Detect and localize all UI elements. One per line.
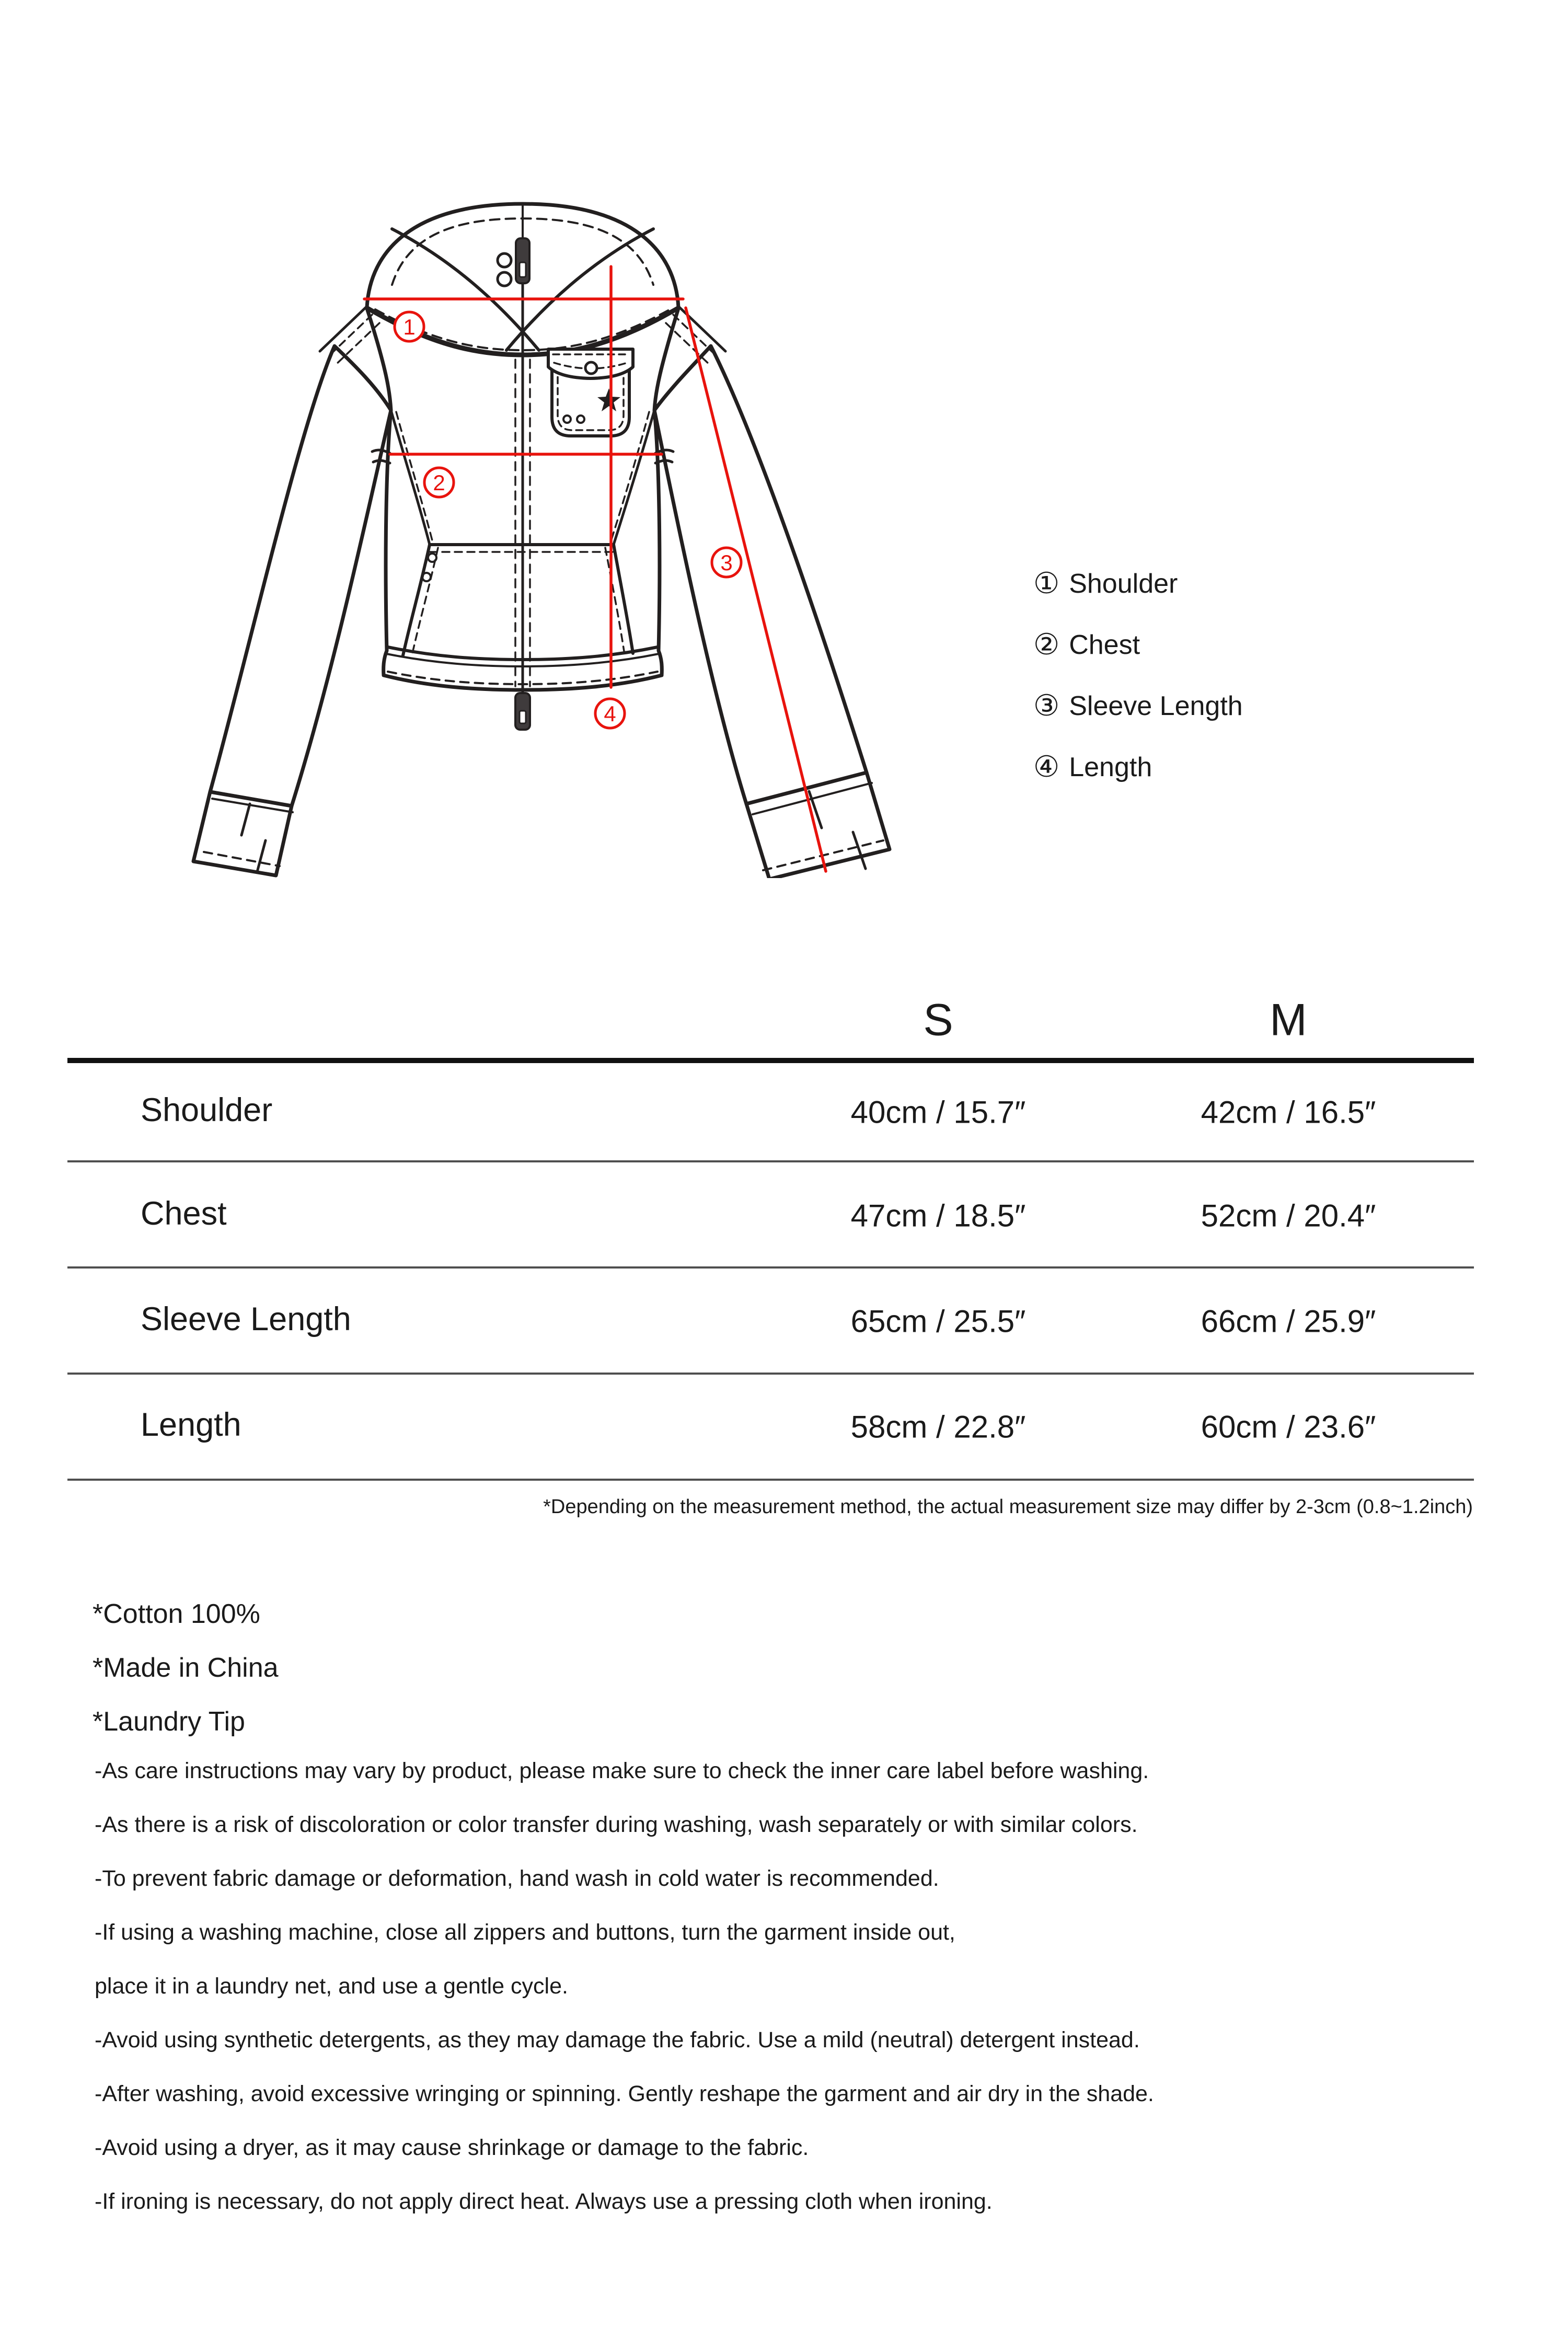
measurement-footnote: *Depending on the measurement method, the actual measurement size may differ by 2-3cm (0.8~1.2inch): [543, 1496, 1473, 1518]
right-sleeve: [654, 346, 867, 804]
legend-item-length: [1033, 736, 1431, 798]
legend-item-shoulder: [1033, 553, 1431, 614]
laundry-tip-line: -If ironing is necessary, do not apply direct heat. Always use a pressing cloth when ironing.: [95, 2189, 993, 2214]
table-row-rule: [67, 1373, 1474, 1375]
legend-label: Chest: [1069, 629, 1140, 660]
value-shoulder-s: 40cm / 15.7″: [850, 1094, 1026, 1130]
row-label-shoulder: Shoulder: [141, 1092, 273, 1128]
circled-3-icon: ③: [1033, 689, 1060, 723]
row-label-sleeve-length: Sleeve Length: [141, 1301, 351, 1338]
circled-1-icon: ①: [1033, 567, 1060, 601]
legend-item-chest: [1033, 614, 1431, 675]
laundry-tip-line: -Avoid using a dryer, as it may cause shrinkage or damage to the fabric.: [95, 2135, 809, 2160]
left-sleeve: [210, 346, 391, 806]
row-label-length: Length: [141, 1406, 241, 1443]
info-line-made-in: *Made in China: [93, 1652, 279, 1683]
garment-diagram: [183, 172, 941, 878]
value-sleeve-length-m: 66cm / 25.9″: [1201, 1304, 1376, 1339]
laundry-tip-line: -Avoid using synthetic detergents, as they may damage the fabric. Use a mild (neutral) detergent instead.: [95, 2027, 1140, 2053]
value-chest-m: 52cm / 20.4″: [1201, 1198, 1376, 1233]
laundry-tips: [95, 1744, 1154, 2229]
measurement-legend: [1033, 553, 1431, 798]
table-bottom-rule: [67, 1479, 1474, 1481]
circled-2-icon: ②: [1033, 628, 1060, 662]
legend-label: Shoulder: [1069, 568, 1178, 599]
laundry-tip-line: -If using a washing machine, close all zippers and buttons, turn the garment inside out,: [95, 1920, 955, 1945]
laundry-tip-line: place it in a laundry net, and use a gentle cycle.: [95, 1974, 568, 1999]
info-line-laundry-tip: *Laundry Tip: [93, 1706, 245, 1737]
table-row-rule: [67, 1266, 1474, 1269]
column-header-m: M: [1270, 995, 1307, 1045]
laundry-tip-line: -After washing, avoid excessive wringing or spinning. Gently reshape the garment and air dry in the shade.: [95, 2081, 1154, 2106]
flap-button: [585, 362, 597, 374]
info-line-cotton: *Cotton 100%: [93, 1598, 260, 1629]
marker-1-digit: 1: [403, 315, 416, 339]
laundry-tip-line: -As care instructions may vary by product, please make sure to check the inner care label before washing.: [95, 1758, 1149, 1783]
product-info: [93, 1587, 279, 1748]
laundry-tip-line: -As there is a risk of discoloration or color transfer during washing, wash separately or with similar colors.: [95, 1812, 1138, 1837]
size-table: [67, 993, 1474, 1568]
laundry-tip-line: -To prevent fabric damage or deformation, hand wash in cold water is recommended.: [95, 1866, 939, 1891]
legend-label: Sleeve Length: [1069, 690, 1243, 721]
value-length-s: 58cm / 22.8″: [850, 1409, 1026, 1445]
row-label-chest: Chest: [141, 1195, 227, 1232]
column-header-s: S: [923, 995, 953, 1045]
marker-2-digit: 2: [433, 470, 445, 495]
circled-4-icon: ④: [1033, 750, 1060, 784]
table-header-rule: [67, 1058, 1474, 1063]
value-chest-s: 47cm / 18.5″: [850, 1198, 1026, 1233]
legend-item-sleeve-length: [1033, 675, 1431, 736]
marker-3-digit: 3: [720, 550, 733, 575]
value-length-m: 60cm / 23.6″: [1201, 1409, 1376, 1445]
marker-4-digit: 4: [604, 701, 616, 726]
value-sleeve-length-s: 65cm / 25.5″: [850, 1304, 1026, 1339]
table-row-rule: [67, 1160, 1474, 1162]
legend-label: Length: [1069, 752, 1152, 782]
value-shoulder-m: 42cm / 16.5″: [1201, 1094, 1376, 1130]
